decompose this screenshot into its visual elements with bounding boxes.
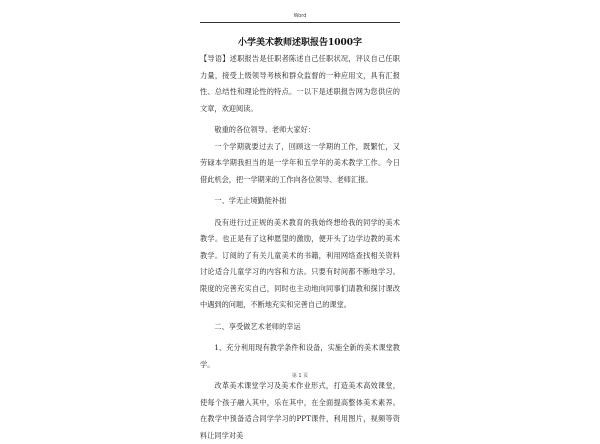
paragraph-point-1: 1、充分利用现有教学条件和设备，实施全新的美术课堂教学。 [200,343,400,369]
paragraph-overview: 一个学期就要过去了，回顾这一学期的工作，既繁忙，又劳碌本学期我担当的是一学年和五学年的美术教学工作。今日借此机会，把一学期来的工作向各位领导、老师汇报。 [200,141,400,184]
document-title: 小学美术教师述职报告1000字 [237,38,363,48]
header-app-label: Word [293,13,307,19]
section-heading-2: 二、享受做艺术老师的幸运 [214,321,301,331]
page-number: 第 1 页 [291,373,309,379]
paragraph-salutation: 敬重的各位领导、老师大家好： [214,125,316,134]
paragraph-intro: 【导语】述职报告是任职者陈述自己任职状况，评议自己任职力量，接受上级领导考核和群众监督的一种应用文，具有汇报性、总结性和理论性的特点。一以下是述职报告网为您供应的文章，欢迎阅读。 [200,54,400,113]
paragraph-section-1: 没有进行过正规的美术教育的我始终想给我的同学的美术教学。也正是有了这种愿望的激励，便开头了边学边教的美术教学。订阅的了有关儿童美术的书籍，利用网络查找相关资料讨论适合儿童学习的内容和方法。只要有时间都不断地学习。限度的完善充实自己，同时也主动地向同事们请教和探讨课改中遇到的问题，不断地充实和完善自己的课堂。 [200,217,400,309]
section-heading-1: 一、学无止境勤能补拙 [214,196,287,205]
paragraph-section-2: 改革美术课堂学习及美术作业形式，打造美术高效课堂，使每个孩子融入其中，乐在其中，在全面提高整体美术素养。在教学中预备适合同学学习的PPT课件，利用图片，视频等资料让同学对美 [200,381,400,440]
header-divider [200,22,400,23]
document-body [200,51,400,444]
